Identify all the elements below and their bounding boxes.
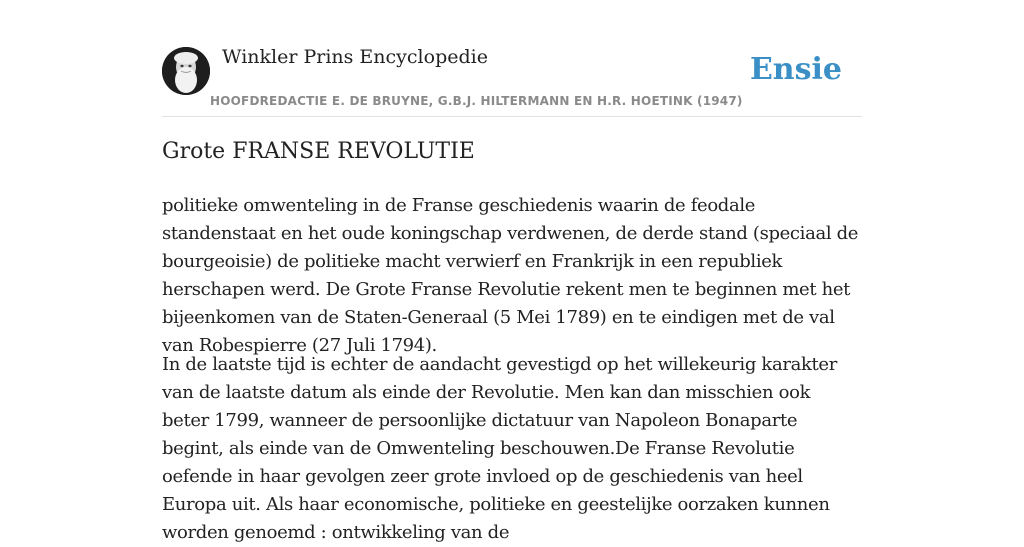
site-title[interactable]: Winkler Prins Encyclopedie (222, 46, 488, 68)
article-paragraph: In de laatste tijd is echter de aandacht gevestigd op het willekeurig karakter van de laatste datum als einde der Revolutie. Men kan dan misschien ook beter 1799, wanneer de persoonlijke dictatuur van Napoleon Bonaparte begint, als einde van de Omwenteling beschouwen.De Franse Revolutie oefende in haar gevolgen zeer grote invloed op de geschiedenis van heel Europa uit. Als haar economische, politieke en geestelijke oorzaken kunnen worden genoemd : ontwikkeling van de (162, 354, 837, 543)
editors-subtitle: HOOFDREDACTIE E. DE BRUYNE, G.B.J. HILTERMANN EN H.R. HOETINK (1947) (210, 94, 743, 108)
header (162, 0, 862, 117)
article-title: Grote FRANSE REVOLUTIE (162, 139, 475, 164)
page-container (162, 0, 862, 543)
portrait-avatar-icon (162, 47, 210, 95)
article-paragraph: politieke omwenteling in de Franse geschiedenis waarin de feodale standenstaat en het oude koningschap verdwenen, de derde stand (speciaal de bourgeoisie) de politieke macht verwierf en Frankrijk in een republiek herschapen werd. De Grote Franse Revolutie rekent men te beginnen met het bijeenkomen van de Staten-Generaal (5 Mei 1789) en te eindigen met de val van Robespierre (27 Juli 1794). (162, 195, 859, 356)
brand-logo-link[interactable]: Ensie (749, 52, 842, 87)
